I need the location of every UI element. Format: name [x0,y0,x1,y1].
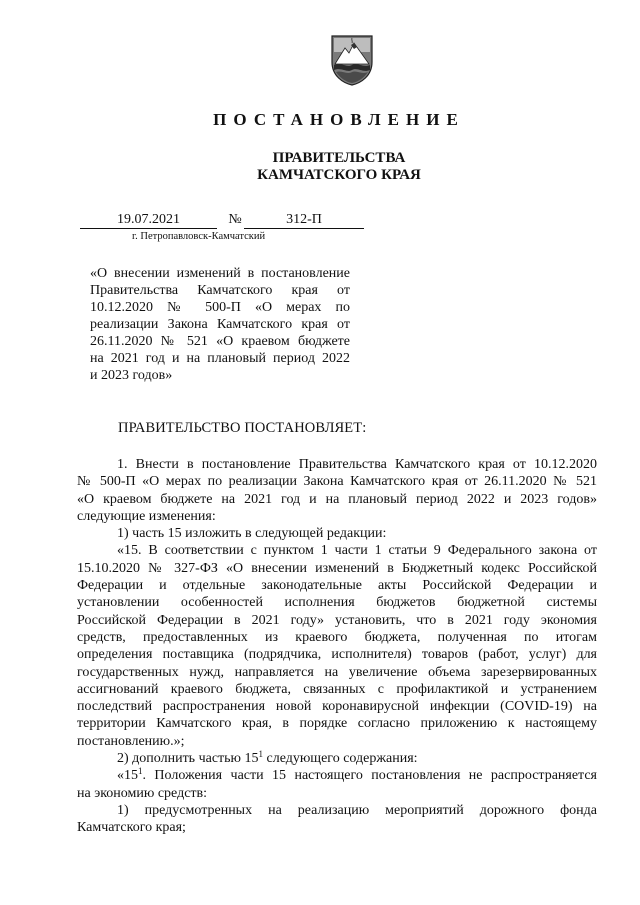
issuer-heading [0,150,640,184]
body-line: средств, предоставленных из краевого бюджета, полученная по итогам [77,629,597,645]
body-line: 15.10.2020 № 327-ФЗ «О внесении изменений в Бюджетный кодекс Российской [77,560,597,576]
body-line [77,767,597,784]
body-line: последствий распространения новой коронавирусной инфекции (COVID-19) на [77,699,597,715]
title-line: 10.12.2020 № 500-П «О мерах по [90,300,350,315]
body-line: «О краевом бюджете на 2021 год и на плановый период 2022 и 2023 годов» [77,491,597,507]
registration-number-sign: № [228,212,242,227]
title-line: и 2023 годов» [90,368,173,383]
body-line: № 500-П «О мерах по реализации Закона Камчатского края от 26.11.2020 № 521 [77,474,597,490]
body-line: Российской Федерации в 2021 году» установить, что в 2021 году экономия [77,612,597,628]
superscript: 1 [138,766,143,777]
document-type-heading: ПОСТАНОВЛЕНИЕ [213,110,465,129]
body-line: 1) часть 15 изложить в следующей редакции: [117,526,387,542]
document-title [90,265,350,384]
title-line: Правительства Камчатского края от [90,283,350,298]
title-line: на 2021 год и на плановый период 2022 [90,351,350,366]
body-line: государственных нужд, направляется на увеличение объема зарезервированных [77,664,597,680]
body-line: установлении особенностей исполнения бюджетов бюджетной системы [77,595,597,611]
body-line-text: 2) дополнить частью 15 [117,751,259,767]
body-line: ассигнований краевого бюджета, связанных с профилактикой и устранением [77,681,597,697]
body-line: определения поставщика (подрядчика, исполнителя) товаров (работ, услуг) для [77,647,597,663]
body-line [77,750,597,767]
document-body [77,456,597,837]
title-line: 26.11.2020 № 521 «О краевом бюджете [90,334,350,349]
issuer-line-2: КАМЧАТСКОГО КРАЯ [257,167,421,183]
decree-statement: ПРАВИТЕЛЬСТВО ПОСТАНОВЛЯЕТ: [118,420,367,436]
body-line: «15. В соответствии с пунктом 1 части 1 статьи 9 Федерального закона от [117,543,597,559]
registration-date: 19.07.2021 [80,212,217,229]
body-line: на экономию средств: [77,785,208,801]
body-line-text: следующего содержания: [263,751,418,767]
title-line: «О внесении изменений в постановление [90,266,350,281]
registration-number: 312-П [244,212,364,229]
body-line: следующие изменения: [77,508,216,524]
body-line: 1) предусмотренных на реализацию мероприятий дорожного фонда [117,802,597,818]
body-line: постановлению.»; [77,733,185,749]
registration-city: г. Петропавловск-Камчатский [132,231,266,242]
body-line-text: «15 [117,768,138,784]
body-line-text: . Положения части 15 настоящего постановления не распространяется [142,768,597,784]
body-line: 1. Внести в постановление Правительства Камчатского края от 10.12.2020 [117,457,597,472]
body-line: Камчатского края; [77,820,186,836]
title-line: реализации Закона Камчатского края от [90,317,350,332]
superscript: 1 [258,749,263,760]
body-line: территории Камчатского края, в порядке согласно приложению к настоящему [77,716,597,732]
issuer-line-1: ПРАВИТЕЛЬСТВА [272,150,406,166]
kamchatka-coat-of-arms-icon [327,34,377,86]
body-line: Федерации и отдельные законодательные акты Российской Федерации и [77,578,597,594]
